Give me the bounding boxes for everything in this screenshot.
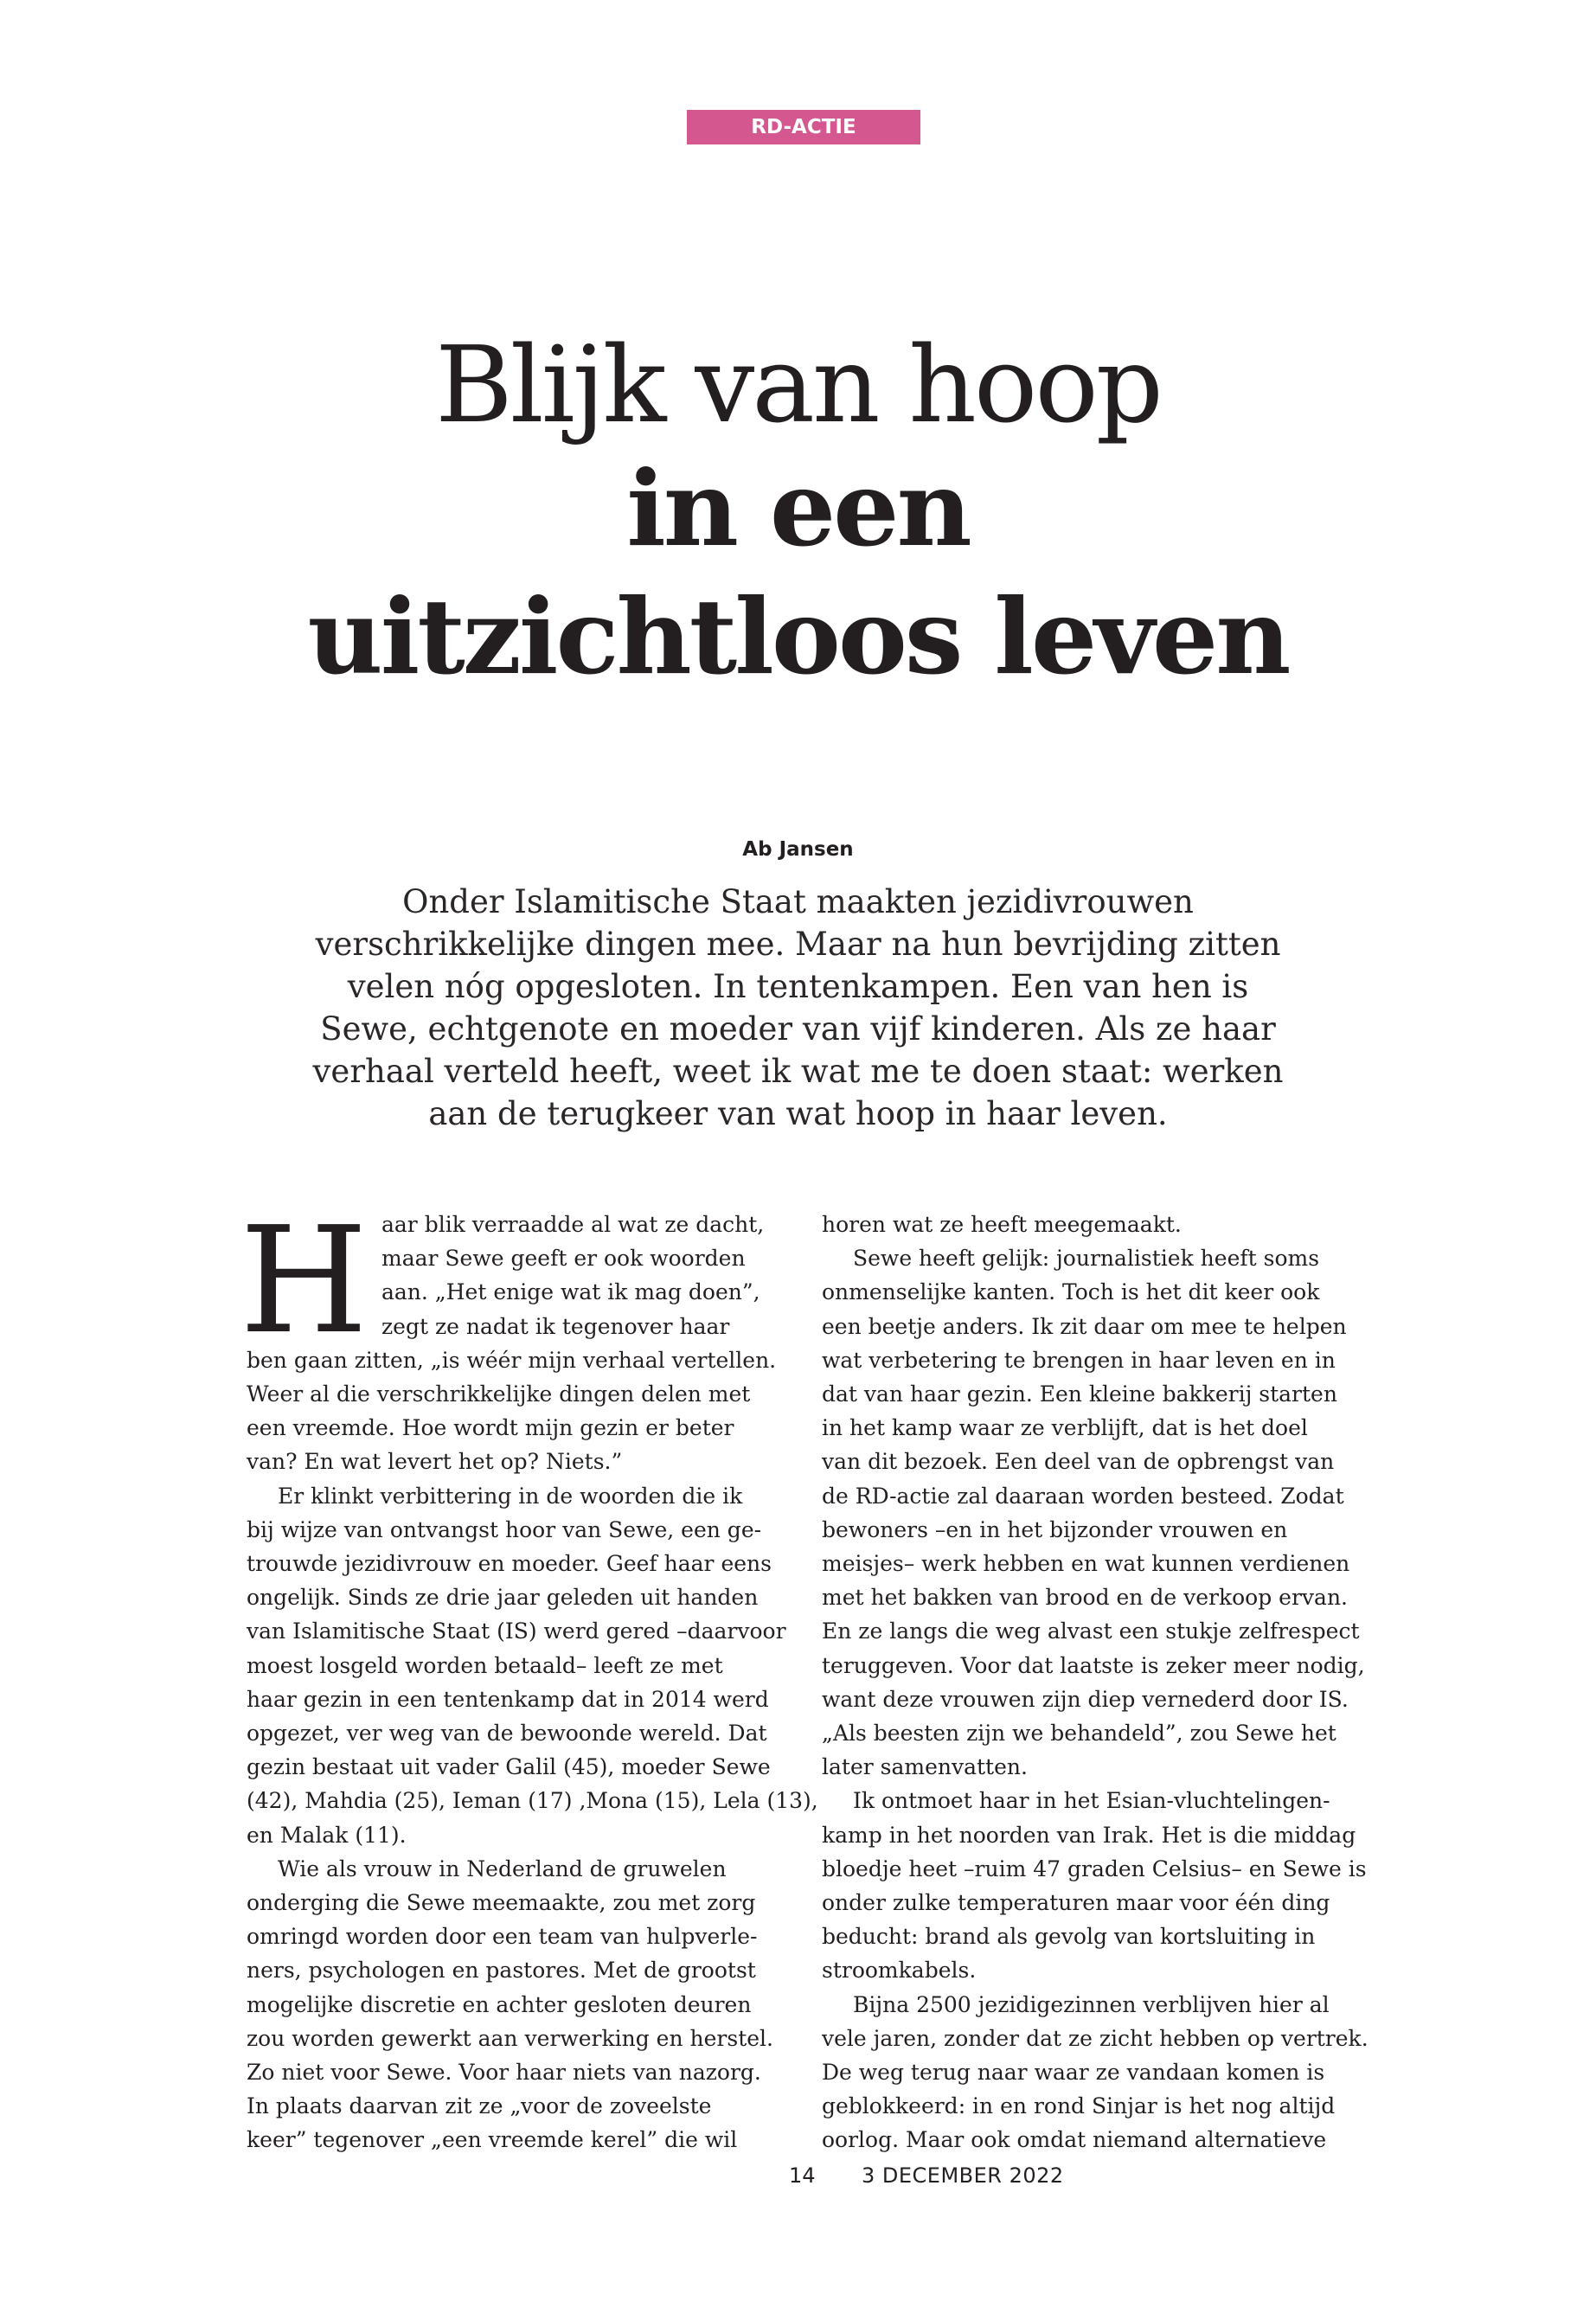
body-line: in het kamp waar ze verblijft, dat is het doel bbox=[822, 1415, 1308, 1441]
body-line: Er klinkt verbittering in de woorden die ik bbox=[278, 1483, 743, 1509]
body-line: want deze vrouwen zijn diep vernederd door IS. bbox=[822, 1686, 1349, 1712]
lead-line: Onder Islamitische Staat maakten jezidivrouwen bbox=[402, 883, 1194, 920]
body-line: met het bakken van brood en de verkoop ervan. bbox=[822, 1585, 1348, 1611]
body-column-left bbox=[240, 1195, 818, 2157]
body-line: onder zulke temperaturen maar voor één ding bbox=[822, 1890, 1330, 1916]
section-tag: RD-ACTIE bbox=[687, 110, 920, 144]
body-line: omringd worden door een team van hulpverle- bbox=[247, 1924, 758, 1950]
body-line: gezin bestaat uit vader Galil (45), moeder Sewe bbox=[247, 1754, 771, 1780]
body-line: meisjes– werk hebben en wat kunnen verdienen bbox=[822, 1551, 1350, 1577]
body-line: (42), Mahdia (25), Ieman (17) ,Mona (15), Lela (13), bbox=[247, 1788, 818, 1814]
body-line: een beetje anders. Ik zit daar om mee te helpen bbox=[822, 1313, 1347, 1339]
body-line: maar Sewe geeft er ook woorden bbox=[381, 1246, 746, 1272]
body-line: later samenvatten. bbox=[822, 1754, 1028, 1780]
page-number: 14 bbox=[789, 2163, 816, 2188]
dropcap: H bbox=[240, 1195, 369, 1367]
lead-line: velen nóg opgesloten. In tentenkampen. Een van hen is bbox=[347, 968, 1249, 1005]
body-line: stroomkabels. bbox=[822, 1958, 977, 1984]
body-column-right bbox=[822, 1208, 1368, 2157]
body-line: van Islamitische Staat (IS) werd gered –daarvoor bbox=[247, 1618, 786, 1644]
body-line: kamp in het noorden van Irak. Het is die middag bbox=[822, 1822, 1356, 1848]
body-line: onderging die Sewe meemaakte, zou met zorg bbox=[247, 1890, 756, 1916]
body-line: van dit bezoek. Een deel van de opbrengst van bbox=[822, 1449, 1335, 1475]
body-line: haar gezin in een tentenkamp dat in 2014 werd bbox=[247, 1686, 769, 1712]
body-line: horen wat ze heeft meegemaakt. bbox=[822, 1212, 1182, 1237]
headline-line-2: in een bbox=[626, 448, 970, 570]
body-line: Sewe heeft gelijk: journalistiek heeft soms bbox=[853, 1246, 1320, 1272]
body-line: teruggeven. Voor dat laatste is zeker meer nodig, bbox=[822, 1652, 1365, 1678]
body-line: dat van haar gezin. Een kleine bakkerij starten bbox=[822, 1381, 1337, 1407]
body-line: Bijna 2500 jezidigezinnen verblijven hier al bbox=[853, 1991, 1330, 2017]
body-line: opgezet, ver weg van de bewoonde wereld. Dat bbox=[247, 1721, 767, 1747]
body-line: zegt ze nadat ik tegenover haar bbox=[381, 1313, 730, 1339]
body-line: Weer al die verschrikkelijke dingen delen met bbox=[247, 1381, 751, 1407]
issue-date: 3 DECEMBER 2022 bbox=[862, 2163, 1064, 2188]
body-line: „Als beesten zijn we behandeld”, zou Sewe het bbox=[822, 1721, 1336, 1747]
body-line: Wie als vrouw in Nederland de gruwelen bbox=[278, 1856, 727, 1881]
body-line: van? En wat levert het op? Niets.” bbox=[247, 1449, 623, 1475]
body-line: de RD-actie zal daaraan worden besteed. Zodat bbox=[822, 1483, 1344, 1509]
lead-paragraph bbox=[294, 881, 1302, 1135]
body-line: geblokkeerd: in en rond Sinjar is het nog altijd bbox=[822, 2093, 1336, 2119]
headline-line-3: uitzichtloos leven bbox=[307, 576, 1289, 698]
body-line: trouwde jezidivrouw en moeder. Geef haar eens bbox=[247, 1551, 772, 1577]
body-line: oorlog. Maar ook omdat niemand alternatieve bbox=[822, 2127, 1327, 2153]
body-line: en Malak (11). bbox=[247, 1822, 407, 1848]
lead-line: aan de terugkeer van wat hoop in haar leven. bbox=[428, 1095, 1168, 1132]
body-line: bewoners –en in het bijzonder vrouwen en bbox=[822, 1516, 1288, 1542]
headline bbox=[87, 324, 1509, 702]
body-line: ners, psychologen en pastores. Met de grootst bbox=[247, 1958, 756, 1984]
body-line: onmenselijke kanten. Toch is het dit keer ook bbox=[822, 1279, 1320, 1305]
body-line: wat verbetering te brengen in haar leven en in bbox=[822, 1347, 1336, 1373]
lead-line: verschrikkelijke dingen mee. Maar na hun bevrijding zitten bbox=[315, 926, 1281, 963]
body-line: mogelijke discretie en achter gesloten deuren bbox=[247, 1991, 752, 2017]
body-line: beducht: brand als gevolg van kortsluiting in bbox=[822, 1924, 1316, 1950]
body-line: In plaats daarvan zit ze „voor de zoveelste bbox=[247, 2093, 712, 2119]
body-line: bloedje heet –ruim 47 graden Celsius– en Sewe is bbox=[822, 1856, 1367, 1881]
body-line: ben gaan zitten, „is wéér mijn verhaal vertellen. bbox=[247, 1347, 777, 1373]
body-line: vele jaren, zonder dat ze zicht hebben op vertrek. bbox=[822, 2025, 1368, 2051]
body-line: aar blik verraadde al wat ze dacht, bbox=[381, 1212, 765, 1237]
body-line: moest losgeld worden betaald– leeft ze met bbox=[247, 1652, 723, 1678]
body-line: keer” tegenover „een vreemde kerel” die wil bbox=[247, 2127, 738, 2153]
body-line: En ze langs die weg alvast een stukje zelfrespect bbox=[822, 1618, 1360, 1644]
body-line: bij wijze van ontvangst hoor van Sewe, een ge- bbox=[247, 1516, 762, 1542]
lead-line: Sewe, echtgenote en moeder van vijf kinderen. Als ze haar bbox=[320, 1010, 1276, 1048]
body-line: aan. „Het enige wat ik mag doen”, bbox=[381, 1279, 760, 1305]
body-line: De weg terug naar waar ze vandaan komen is bbox=[822, 2060, 1325, 2086]
body-line: zou worden gewerkt aan verwerking en herstel. bbox=[247, 2025, 773, 2051]
body-line: Zo niet voor Sewe. Voor haar niets van nazorg. bbox=[247, 2060, 761, 2086]
headline-line-1: Blijk van hoop bbox=[435, 324, 1161, 446]
lead-line: verhaal verteld heeft, weet ik wat me te doen staat: werken bbox=[312, 1053, 1284, 1090]
body-line: ongelijk. Sinds ze drie jaar geleden uit handen bbox=[247, 1585, 759, 1611]
body-line: een vreemde. Hoe wordt mijn gezin er beter bbox=[247, 1415, 734, 1441]
author-byline: Ab Jansen bbox=[742, 838, 854, 861]
body-line: Ik ontmoet haar in het Esian-vluchtelingen- bbox=[853, 1788, 1330, 1814]
